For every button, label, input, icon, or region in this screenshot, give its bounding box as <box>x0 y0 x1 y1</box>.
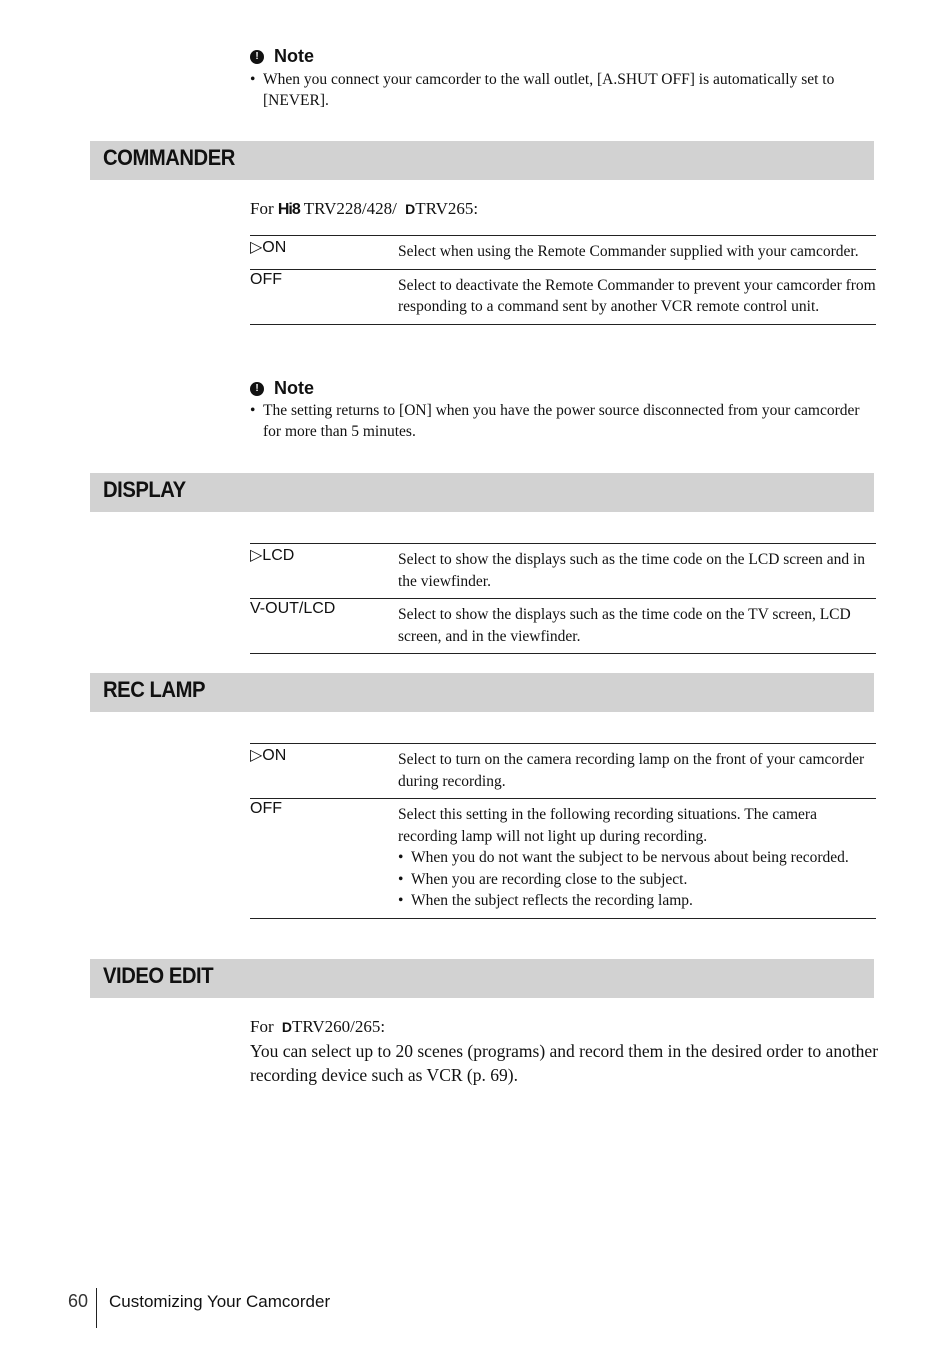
digital8-badge: D <box>281 1019 292 1035</box>
note-icon: ! <box>250 50 264 64</box>
option-row <box>250 598 876 654</box>
section-title: REC LAMP <box>103 677 206 702</box>
note-bullet: • The setting returns to [ON] when you have the power source disconnected from your camcorder for more than 5 minutes. <box>250 400 876 442</box>
footer-divider <box>96 1288 97 1328</box>
display-options <box>250 543 876 654</box>
option-row <box>250 543 876 598</box>
option-row <box>250 743 876 798</box>
section-header-commander <box>90 141 874 180</box>
option-value: Select to show the displays such as the time code on the LCD screen and in the viewfinder. <box>398 551 866 590</box>
option-key: OFF <box>250 270 282 288</box>
section-header-video-edit <box>90 959 874 998</box>
option-description: Select this setting in the following recording situations. The camera recording lamp will not light up during recording. <box>398 806 817 845</box>
section-title: DISPLAY <box>103 477 186 502</box>
note-label: Note <box>274 378 314 398</box>
list-item: • When you are recording close to the subject. <box>398 870 688 888</box>
option-row <box>250 798 876 919</box>
section-title: VIDEO EDIT <box>103 963 214 988</box>
option-row <box>250 235 876 269</box>
note-label: Note <box>274 46 314 66</box>
video-edit-paragraph: You can select up to 20 scenes (programs) and record them in the desired order to another recording device such as VCR (p. 69). <box>250 1041 879 1085</box>
option-key: ▷LCD <box>250 547 295 564</box>
digital8-badge: D <box>405 201 416 217</box>
option-value: Select to show the displays such as the time code on the TV screen, LCD screen, and in the viewfinder. <box>398 606 851 645</box>
option-key: ▷ON <box>250 747 287 764</box>
option-value: Select when using the Remote Commander supplied with your camcorder. <box>398 243 859 260</box>
rec-lamp-options <box>250 743 876 919</box>
option-key: V-OUT/LCD <box>250 600 336 617</box>
section-header-rec-lamp <box>90 673 874 712</box>
note-heading <box>250 378 314 399</box>
option-key: ▷ON <box>250 239 287 256</box>
model-line: For DTRV260/265: <box>250 1017 386 1036</box>
option-row <box>250 269 876 325</box>
option-value <box>398 804 876 912</box>
model-line: For Hi8 TRV228/428/ DTRV265: <box>250 199 479 218</box>
option-value: Select to turn on the camera recording lamp on the front of your camcorder during recording. <box>398 751 865 790</box>
hi8-badge: Hi8 <box>277 201 300 218</box>
note-heading <box>250 46 314 67</box>
note-text: The setting returns to [ON] when you have the power source disconnected from your camcorder for more than 5 minutes. <box>263 402 860 440</box>
note-icon: ! <box>250 382 264 396</box>
footer-section-title: Customizing Your Camcorder <box>109 1292 331 1311</box>
option-key: OFF <box>250 800 282 817</box>
page-number: 60 <box>68 1291 89 1311</box>
section-title: COMMANDER <box>103 145 235 170</box>
list-item: • When you do not want the subject to be nervous about being recorded. <box>398 849 849 866</box>
note-text: When you connect your camcorder to the wall outlet, [A.SHUT OFF] is automatically set to [NEVER]. <box>263 71 835 109</box>
option-value: Select to deactivate the Remote Commander to prevent your camcorder from responding to a command sent by another VCR remote control unit. <box>398 276 876 315</box>
note-bullet: • When you connect your camcorder to the wall outlet, [A.SHUT OFF] is automatically set to [NEVER]. <box>250 69 876 111</box>
section-header-display <box>90 473 874 512</box>
list-item: • When the subject reflects the recording lamp. <box>398 892 693 909</box>
commander-options <box>250 235 876 325</box>
